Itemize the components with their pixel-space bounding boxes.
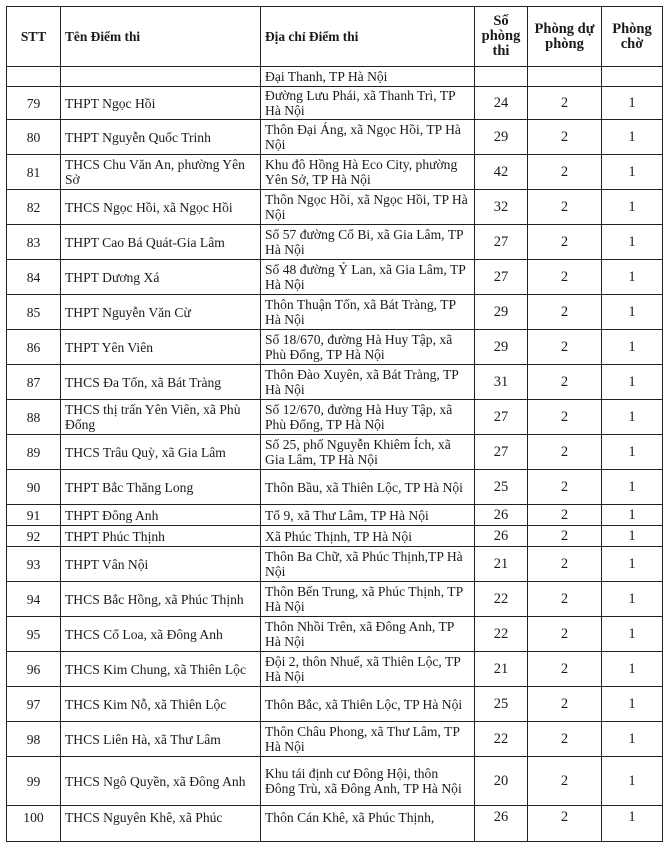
cell-address: Số 18/670, đường Hà Huy Tập, xã Phù Đổng, TP Hà Nội [261, 330, 475, 365]
cell-name: THCS Cổ Loa, xã Đông Anh [61, 617, 261, 652]
cell-stt: 80 [7, 120, 61, 155]
table-row [7, 190, 663, 225]
cell-rooms: 22 [475, 722, 528, 757]
table-row [7, 155, 663, 190]
cell-reserve: 2 [528, 470, 602, 505]
cell-rooms: 29 [475, 120, 528, 155]
cell-reserve: 2 [528, 225, 602, 260]
cell-name: THPT Nguyễn Văn Cừ [61, 295, 261, 330]
table-row [7, 547, 663, 582]
cell-rooms: 21 [475, 652, 528, 687]
cell-rooms: 22 [475, 582, 528, 617]
table-row [7, 652, 663, 687]
cell-rooms: 31 [475, 365, 528, 400]
cell-stt: 88 [7, 400, 61, 435]
cell-name: THCS Trâu Quỳ, xã Gia Lâm [61, 435, 261, 470]
cell-reserve: 2 [528, 87, 602, 120]
cell-name: THCS Ngô Quyền, xã Đông Anh [61, 757, 261, 806]
cell-reserve: 2 [528, 547, 602, 582]
header-stt: STT [7, 7, 61, 67]
table-row [7, 295, 663, 330]
header-reserve: Phòng dự phòng [528, 7, 602, 67]
table-row [7, 260, 663, 295]
cell-stt: 92 [7, 526, 61, 547]
header-rooms: Số phòng thi [475, 7, 528, 67]
cell-rooms: 27 [475, 400, 528, 435]
cell-rooms: 29 [475, 295, 528, 330]
cell-name: THPT Bắc Thăng Long [61, 470, 261, 505]
table-row [7, 617, 663, 652]
cell-address: Thôn Bầu, xã Thiên Lộc, TP Hà Nội [261, 470, 475, 505]
cell-waiting: 1 [602, 155, 663, 190]
cell-reserve [528, 67, 602, 87]
cell-waiting: 1 [602, 365, 663, 400]
cell-stt: 100 [7, 806, 61, 842]
cell-address: Thôn Đại Áng, xã Ngọc Hồi, TP Hà Nội [261, 120, 475, 155]
cell-reserve: 2 [528, 652, 602, 687]
cell-waiting: 1 [602, 757, 663, 806]
cell-name: THPT Nguyễn Quốc Trinh [61, 120, 261, 155]
table-row [7, 87, 663, 120]
table-row [7, 806, 663, 842]
cell-address: Thôn Bắc, xã Thiên Lộc, TP Hà Nội [261, 687, 475, 722]
cell-address: Thôn Châu Phong, xã Thư Lâm, TP Hà Nội [261, 722, 475, 757]
cell-name: THPT Phúc Thịnh [61, 526, 261, 547]
cell-reserve: 2 [528, 260, 602, 295]
continuation-row [7, 67, 663, 87]
cell-waiting: 1 [602, 435, 663, 470]
cell-name: THCS Chu Văn An, phường Yên Sở [61, 155, 261, 190]
cell-reserve: 2 [528, 526, 602, 547]
cell-rooms [475, 67, 528, 87]
cell-rooms: 42 [475, 155, 528, 190]
table-row [7, 365, 663, 400]
cell-name [61, 67, 261, 87]
cell-waiting: 1 [602, 225, 663, 260]
cell-address: Thôn Nhồi Trên, xã Đông Anh, TP Hà Nội [261, 617, 475, 652]
table-row [7, 582, 663, 617]
cell-address: Khu đô Hồng Hà Eco City, phường Yên Sở, TP Hà Nội [261, 155, 475, 190]
cell-rooms: 29 [475, 330, 528, 365]
cell-rooms: 25 [475, 470, 528, 505]
cell-stt: 89 [7, 435, 61, 470]
cell-address: Thôn Bến Trung, xã Phúc Thịnh, TP Hà Nội [261, 582, 475, 617]
cell-name: THPT Yên Viên [61, 330, 261, 365]
cell-rooms: 32 [475, 190, 528, 225]
cell-stt: 98 [7, 722, 61, 757]
cell-rooms: 27 [475, 435, 528, 470]
cell-waiting: 1 [602, 400, 663, 435]
cell-name: THCS Kim Chung, xã Thiên Lộc [61, 652, 261, 687]
cell-reserve: 2 [528, 400, 602, 435]
cell-rooms: 26 [475, 806, 528, 842]
cell-stt: 82 [7, 190, 61, 225]
cell-address: Đường Lưu Phái, xã Thanh Trì, TP Hà Nội [261, 87, 475, 120]
cell-address: Thôn Thuận Tốn, xã Bát Tràng, TP Hà Nội [261, 295, 475, 330]
cell-address: Số 48 đường Ỷ Lan, xã Gia Lâm, TP Hà Nội [261, 260, 475, 295]
cell-name: THCS Kim Nỗ, xã Thiên Lộc [61, 687, 261, 722]
cell-waiting: 1 [602, 687, 663, 722]
cell-rooms: 21 [475, 547, 528, 582]
cell-reserve: 2 [528, 120, 602, 155]
cell-address: Đội 2, thôn Nhuế, xã Thiên Lộc, TP Hà Nội [261, 652, 475, 687]
cell-stt: 91 [7, 505, 61, 526]
cell-waiting: 1 [602, 582, 663, 617]
table-header-row [7, 7, 663, 67]
cell-name: THCS Nguyên Khê, xã Phúc [61, 806, 261, 842]
cell-reserve: 2 [528, 722, 602, 757]
cell-name: THCS Ngọc Hồi, xã Ngọc Hồi [61, 190, 261, 225]
cell-name: THPT Dương Xá [61, 260, 261, 295]
table-row [7, 722, 663, 757]
cell-stt: 81 [7, 155, 61, 190]
cell-rooms: 26 [475, 505, 528, 526]
cell-reserve: 2 [528, 155, 602, 190]
cell-rooms: 26 [475, 526, 528, 547]
cell-waiting: 1 [602, 190, 663, 225]
cell-waiting: 1 [602, 120, 663, 155]
cell-stt: 99 [7, 757, 61, 806]
cell-waiting: 1 [602, 295, 663, 330]
cell-rooms: 24 [475, 87, 528, 120]
table-row [7, 526, 663, 547]
cell-stt [7, 67, 61, 87]
cell-stt: 79 [7, 87, 61, 120]
cell-reserve: 2 [528, 806, 602, 842]
cell-rooms: 25 [475, 687, 528, 722]
cell-waiting [602, 67, 663, 87]
cell-waiting: 1 [602, 806, 663, 842]
cell-reserve: 2 [528, 435, 602, 470]
cell-waiting: 1 [602, 87, 663, 120]
cell-address: Thôn Đào Xuyên, xã Bát Tràng, TP Hà Nội [261, 365, 475, 400]
table-row [7, 120, 663, 155]
exam-sites-table [6, 6, 663, 842]
table-row [7, 687, 663, 722]
cell-rooms: 27 [475, 225, 528, 260]
cell-name: THPT Ngọc Hồi [61, 87, 261, 120]
cell-rooms: 27 [475, 260, 528, 295]
header-name: Tên Điểm thi [61, 7, 261, 67]
cell-reserve: 2 [528, 505, 602, 526]
cell-stt: 86 [7, 330, 61, 365]
cell-reserve: 2 [528, 190, 602, 225]
cell-waiting: 1 [602, 260, 663, 295]
cell-address: Tổ 9, xã Thư Lâm, TP Hà Nội [261, 505, 475, 526]
cell-waiting: 1 [602, 505, 663, 526]
cell-reserve: 2 [528, 757, 602, 806]
cell-address: Số 57 đường Cổ Bi, xã Gia Lâm, TP Hà Nội [261, 225, 475, 260]
table-row [7, 330, 663, 365]
table-row [7, 400, 663, 435]
cell-address: Số 25, phố Nguyễn Khiêm Ích, xã Gia Lâm, TP Hà Nội [261, 435, 475, 470]
header-address: Địa chỉ Điểm thi [261, 7, 475, 67]
table-row [7, 757, 663, 806]
header-waiting: Phòng chờ [602, 7, 663, 67]
cell-address: Đại Thanh, TP Hà Nội [261, 67, 475, 87]
cell-reserve: 2 [528, 330, 602, 365]
cell-stt: 95 [7, 617, 61, 652]
cell-reserve: 2 [528, 295, 602, 330]
cell-name: THPT Vân Nội [61, 547, 261, 582]
cell-name: THPT Cao Bá Quát-Gia Lâm [61, 225, 261, 260]
cell-stt: 94 [7, 582, 61, 617]
cell-stt: 83 [7, 225, 61, 260]
table-row [7, 505, 663, 526]
cell-stt: 87 [7, 365, 61, 400]
cell-stt: 90 [7, 470, 61, 505]
cell-waiting: 1 [602, 652, 663, 687]
cell-waiting: 1 [602, 330, 663, 365]
cell-waiting: 1 [602, 547, 663, 582]
cell-address: Thôn Ngọc Hồi, xã Ngọc Hồi, TP Hà Nội [261, 190, 475, 225]
cell-stt: 96 [7, 652, 61, 687]
cell-rooms: 22 [475, 617, 528, 652]
cell-stt: 84 [7, 260, 61, 295]
table-row [7, 435, 663, 470]
cell-name: THCS Bắc Hồng, xã Phúc Thịnh [61, 582, 261, 617]
cell-address: Thôn Ba Chữ, xã Phúc Thịnh,TP Hà Nội [261, 547, 475, 582]
cell-reserve: 2 [528, 617, 602, 652]
cell-address: Khu tái định cư Đông Hội, thôn Đông Trù, xã Đông Anh, TP Hà Nội [261, 757, 475, 806]
table-row [7, 225, 663, 260]
cell-name: THPT Đông Anh [61, 505, 261, 526]
cell-rooms: 20 [475, 757, 528, 806]
cell-reserve: 2 [528, 582, 602, 617]
cell-name: THCS Liên Hà, xã Thư Lâm [61, 722, 261, 757]
cell-reserve: 2 [528, 365, 602, 400]
cell-name: THCS thị trấn Yên Viên, xã Phù Đổng [61, 400, 261, 435]
cell-reserve: 2 [528, 687, 602, 722]
cell-name: THCS Đa Tốn, xã Bát Tràng [61, 365, 261, 400]
cell-waiting: 1 [602, 617, 663, 652]
cell-address: Thôn Cán Khê, xã Phúc Thịnh, [261, 806, 475, 842]
cell-address: Xã Phúc Thịnh, TP Hà Nội [261, 526, 475, 547]
cell-waiting: 1 [602, 722, 663, 757]
cell-waiting: 1 [602, 470, 663, 505]
cell-address: Số 12/670, đường Hà Huy Tập, xã Phù Đổng, TP Hà Nội [261, 400, 475, 435]
cell-waiting: 1 [602, 526, 663, 547]
table-row [7, 470, 663, 505]
table-body [7, 67, 663, 842]
cell-stt: 85 [7, 295, 61, 330]
cell-stt: 97 [7, 687, 61, 722]
cell-stt: 93 [7, 547, 61, 582]
